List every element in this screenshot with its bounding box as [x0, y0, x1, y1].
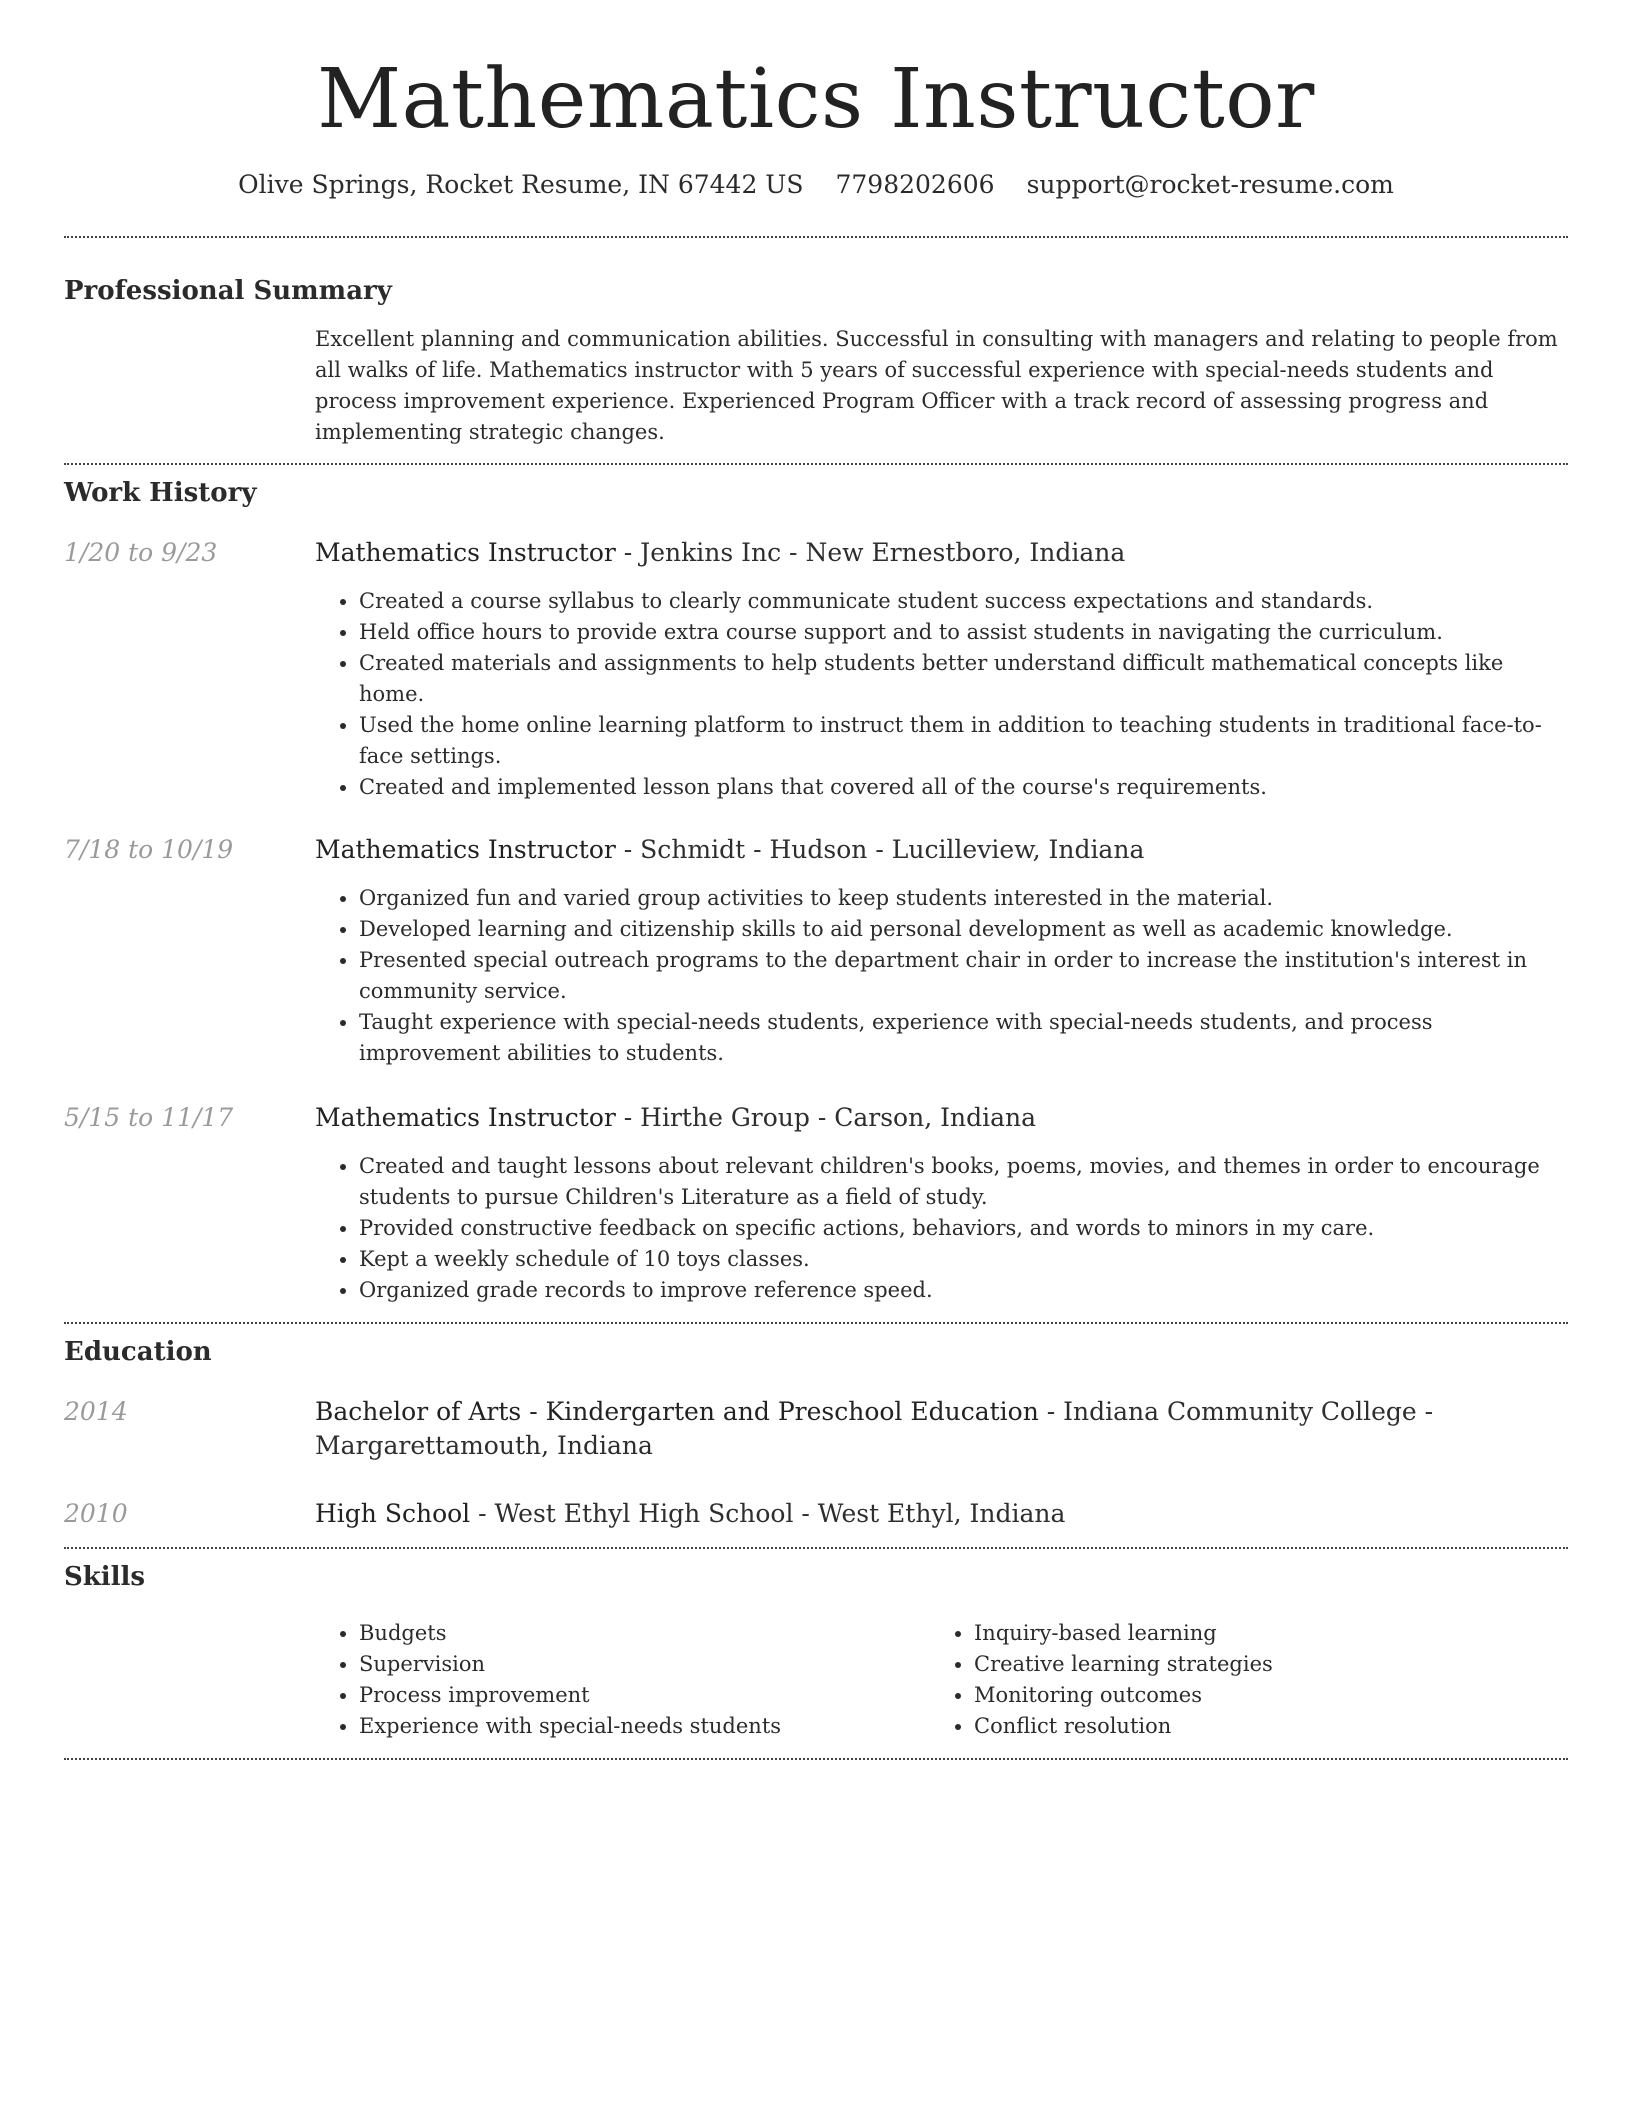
job-bullets: [315, 1151, 1568, 1306]
job-employer: - Jenkins Inc - New Ernestboro, Indiana: [615, 538, 1126, 567]
skills-list-left: [315, 1618, 930, 1742]
skills-heading: Skills: [64, 1562, 146, 1592]
job-bullets: [315, 883, 1568, 1069]
education-title: [315, 1395, 1568, 1463]
work-section: [64, 465, 1568, 1306]
job-dates: 7/18 to 10/19: [64, 835, 234, 864]
job-title: [315, 1101, 1568, 1135]
skills-list-right: [930, 1618, 1545, 1742]
education-school: - West Ethyl High School - West Ethyl, Indiana: [470, 1499, 1066, 1528]
job-bullet: • Created and implemented lesson plans that covered all of the course's requirements.: [359, 772, 1568, 803]
skill-item: • Experience with special-needs students: [359, 1711, 930, 1742]
education-school: - Indiana Community College - Margarettamouth, Indiana: [315, 1397, 1434, 1460]
education-year: 2014: [64, 1397, 128, 1426]
resume-page: [64, 0, 1568, 1760]
job-bullet: • Held office hours to provide extra course support and to assist students in navigating the curriculum.: [359, 617, 1568, 648]
job-role: Mathematics Instructor: [315, 1103, 616, 1132]
job-bullet: • Created materials and assignments to help students better understand difficult mathematical concepts like home.: [359, 648, 1568, 710]
job-bullet: • Organized grade records to improve reference speed.: [359, 1275, 1568, 1306]
skill-item: • Conflict resolution: [974, 1711, 1545, 1742]
education-degree: High School: [315, 1499, 471, 1528]
job-employer: - Hirthe Group - Carson, Indiana: [615, 1103, 1036, 1132]
job-role: Mathematics Instructor: [315, 835, 616, 864]
education-degree: Bachelor of Arts - Kindergarten and Preschool Education: [315, 1397, 1039, 1426]
resume-name: Mathematics Instructor: [317, 52, 1315, 147]
summary-section: [64, 238, 1568, 448]
job-dates: 1/20 to 9/23: [64, 538, 218, 567]
education-heading: Education: [64, 1337, 212, 1367]
skill-item: • Process improvement: [359, 1680, 930, 1711]
job-bullets: [315, 586, 1568, 803]
education-title: [315, 1497, 1568, 1531]
skills-divider: [64, 1758, 1568, 1760]
skill-item: • Inquiry-based learning: [974, 1618, 1545, 1649]
job-bullet: • Taught experience with special-needs students, experience with special-needs students, and process improvement abilities to students.: [359, 1007, 1568, 1069]
education-year: 2010: [64, 1499, 128, 1528]
job-bullet: • Provided constructive feedback on specific actions, behaviors, and words to minors in my care.: [359, 1213, 1568, 1244]
job-bullet: • Presented special outreach programs to the department chair in order to increase the institution's interest in community service.: [359, 945, 1568, 1007]
job-bullet: • Used the home online learning platform to instruct them in addition to teaching students in traditional face-to-face settings.: [359, 710, 1568, 772]
job-entry: [64, 1101, 1568, 1306]
contact-line: [64, 168, 1568, 202]
education-entry: [64, 1395, 1568, 1463]
summary-spacer: [64, 324, 315, 448]
work-heading: Work History: [64, 478, 257, 508]
skill-item: • Supervision: [359, 1649, 930, 1680]
skills-grid: [315, 1618, 1568, 1742]
contact-address: Olive Springs, Rocket Resume, IN 67442 US: [238, 170, 804, 199]
job-dates: 5/15 to 11/17: [64, 1103, 234, 1132]
job-bullet: • Developed learning and citizenship skills to aid personal development as well as academic knowledge.: [359, 914, 1568, 945]
summary-text: Excellent planning and communication abilities. Successful in consulting with managers and relating to people from all walks of life. Mathematics instructor with 5 years of successful experience with special-needs students and process improvement experience. Experienced Program Officer with a track record of assessing progress and implementing strategic changes.: [315, 327, 1558, 444]
job-entry: [64, 833, 1568, 1069]
skill-item: • Budgets: [359, 1618, 930, 1649]
job-title: [315, 536, 1568, 570]
skill-item: • Monitoring outcomes: [974, 1680, 1545, 1711]
contact-email: support@rocket-resume.com: [1026, 170, 1394, 199]
education-entry: [64, 1497, 1568, 1531]
job-bullet: • Kept a weekly schedule of 10 toys classes.: [359, 1244, 1568, 1275]
job-bullet: • Organized fun and varied group activities to keep students interested in the material.: [359, 883, 1568, 914]
job-employer: - Schmidt - Hudson - Lucilleview, Indiana: [615, 835, 1145, 864]
contact-phone: 7798202606: [835, 170, 995, 199]
skill-item: • Creative learning strategies: [974, 1649, 1545, 1680]
education-section: [64, 1324, 1568, 1531]
skills-spacer: [64, 1618, 315, 1742]
job-entry: [64, 536, 1568, 803]
summary-heading: Professional Summary: [64, 276, 392, 306]
job-bullet: • Created and taught lessons about relevant children's books, poems, movies, and themes in order to encourage students to pursue Children's Literature as a field of study.: [359, 1151, 1568, 1213]
job-bullet: • Created a course syllabus to clearly communicate student success expectations and standards.: [359, 586, 1568, 617]
skills-section: [64, 1549, 1568, 1742]
job-role: Mathematics Instructor: [315, 538, 616, 567]
job-title: [315, 833, 1568, 867]
